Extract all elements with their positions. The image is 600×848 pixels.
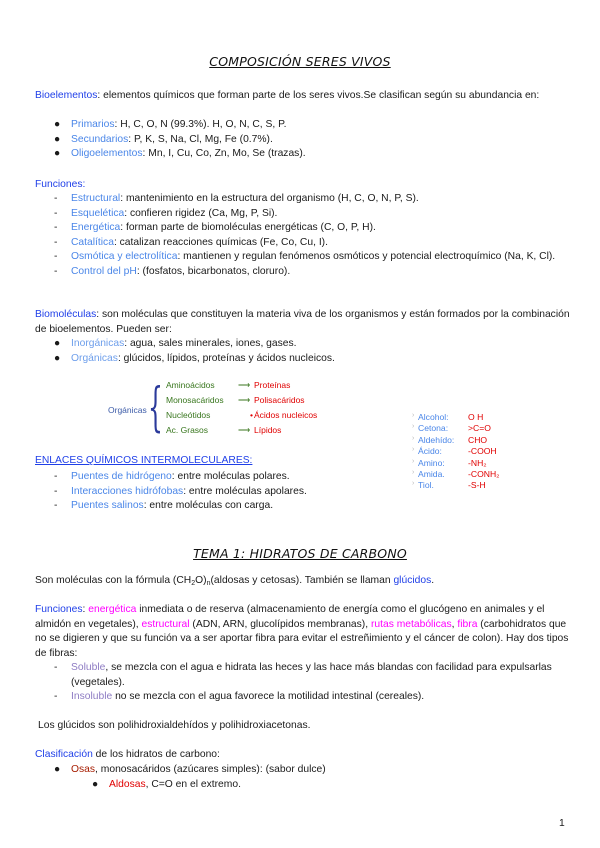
bullet-icon: ● [54, 338, 61, 349]
enlaces-list [54, 470, 307, 514]
clasificacion-list [54, 763, 326, 778]
list-item: - Catalítica: catalizan reacciones químicas (Fe, Co, Cu, I). [54, 236, 328, 248]
list-item: - Esquelética: confieren rigidez (Ca, Mg, P, Si). [54, 207, 278, 219]
scheme-row: Nucleótidos • Ácidos nucleicos [166, 410, 318, 420]
funciones-list [54, 192, 571, 279]
glucidos-link: glúcidos [393, 575, 432, 586]
arrow-icon: ⟶ [238, 425, 251, 435]
scheme-row: Monosacáridos ⟶ Polisacáridos [166, 395, 305, 405]
bullet-icon: ● [54, 148, 61, 159]
list-item: - Puentes salinos: entre moléculas con carga. [54, 500, 274, 511]
organicas-scheme [108, 378, 348, 442]
list-item: - Interacciones hidrófobas: entre moléculas apolares. [54, 485, 307, 497]
list-item: - Insoluble no se mezcla con el agua favorece la motilidad intestinal (cereales). [54, 691, 425, 702]
biomoleculas-list [54, 337, 335, 366]
brace-icon: { [148, 378, 163, 438]
list-item: ● Aldosas, C=O en el extremo. [109, 778, 241, 793]
arrow-icon: ⟶ [238, 395, 251, 405]
list-item: - Soluble, se mezcla con el agua e hidrata las heces y las hace más blandas con facilidad para expulsarlas (vegetales). [54, 662, 552, 688]
list-item: ● Oligoelementos: Mn, I, Cu, Co, Zn, Mo, Se (trazas). [71, 147, 306, 162]
group-row: › Amida. -CONH₂ [412, 468, 500, 479]
group-row: › Alcohol: O H [412, 412, 484, 422]
section-title: COMPOSICIÓN SERES VIVOS [209, 54, 391, 69]
arrow-icon: ⟶ [238, 380, 251, 390]
group-row: › Aldehído: CHO [412, 434, 488, 445]
list-item: - Energética: forman parte de biomoléculas energéticas (C, O, P, H). [54, 222, 376, 233]
clasificacion-sublist [92, 778, 241, 793]
funciones-paragraph: Funciones: energética inmediata o de reserva (almacenamiento de energía como el glucógeno en animales y el almidón en vegetales), estructural (ADN, ARN, glucolípidos membranas), rutas metabólicas, fibra (carbohidratos que no se digieren y que su función va a ser aportar fibra para evitar el estreñimiento y el cáncer de colon). Hay dos tipos de fibras: [35, 604, 569, 659]
polihidroxi-paragraph: Los glúcidos son polihidroxialdehídos y polihidroxiacetonas. [38, 720, 311, 731]
bullet-icon: ● [54, 133, 61, 145]
functional-groups-list [412, 412, 552, 492]
bioelementos-paragraph: Bioelementos: elementos químicos que forman parte de los seres vivos.Se clasifican según su abundancia en: [35, 90, 540, 101]
page-number: 1 [559, 818, 565, 829]
bullet-icon: ● [54, 352, 61, 364]
list-item: - Puentes de hidrógeno: entre moléculas polares. [54, 471, 290, 482]
funciones-heading: Funciones: [35, 179, 86, 190]
intro-paragraph: Son moléculas con la fórmula $(CH_2O)_n(aldosas$ y cetosas). También se llaman glúcidos. [35, 575, 435, 587]
term: Bioelementos [35, 90, 98, 101]
group-row: › Amino: -NH₂ [412, 457, 487, 468]
list-item: ● Inorgánicas: agua, sales minerales, iones, gases. [71, 337, 335, 352]
scheme-label: Orgánicas [108, 405, 147, 415]
list-item: ● Secundarios: P, K, S, Na, Cl, Mg, Fe (0.7%). [71, 133, 306, 148]
list-item: ● Osas, monosacáridos (azúcares simples): (sabor dulce) [71, 763, 326, 778]
bullet-icon: ● [54, 764, 61, 775]
list-item: - Estructural: mantenimiento en la estructura del organismo (H, C, O, N, P, S). [54, 193, 419, 204]
group-row: › Ácido: -COOH [412, 446, 497, 457]
group-row: › Tiol. -S-H [412, 480, 486, 491]
list-item: - Control del pH: (fosfatos, bicarbonatos, cloruro). [54, 265, 291, 277]
list-item: ● Orgánicas: glúcidos, lípidos, proteínas y ácidos nucleicos. [71, 352, 335, 367]
section-title: TEMA 1: HIDRATOS DE CARBONO [193, 546, 407, 561]
biomoleculas-paragraph: Biomoléculas: son moléculas que constituyen la materia viva de los organismos y están formados por la combinación de bioelementos. Pueden ser: [35, 309, 570, 335]
bullet-icon: ● [92, 779, 99, 790]
list-item: - Osmótica y electrolítica: mantienen y regulan fenómenos osmóticos y potencial electroquímico (Na, K, Cl). [54, 251, 556, 262]
clasificacion-paragraph: Clasificación de los hidratos de carbono: [35, 749, 220, 760]
list-item: ● Primarios: H, C, O, N (99.3%). H, O, N, C, S, P. [71, 118, 306, 133]
bullet-icon: ● [54, 119, 61, 130]
scheme-row: Aminoácidos ⟶ Proteínas [166, 380, 291, 390]
fibras-list [54, 661, 571, 705]
bullet-icon: • [250, 410, 253, 420]
enlaces-heading: ENLACES QUÍMICOS INTERMOLECULARES: [35, 455, 253, 466]
group-row: › Cetona: >C=O [412, 423, 491, 434]
bioelementos-list [54, 118, 306, 162]
scheme-row: Ac. Grasos ⟶ Lípidos [166, 425, 282, 435]
